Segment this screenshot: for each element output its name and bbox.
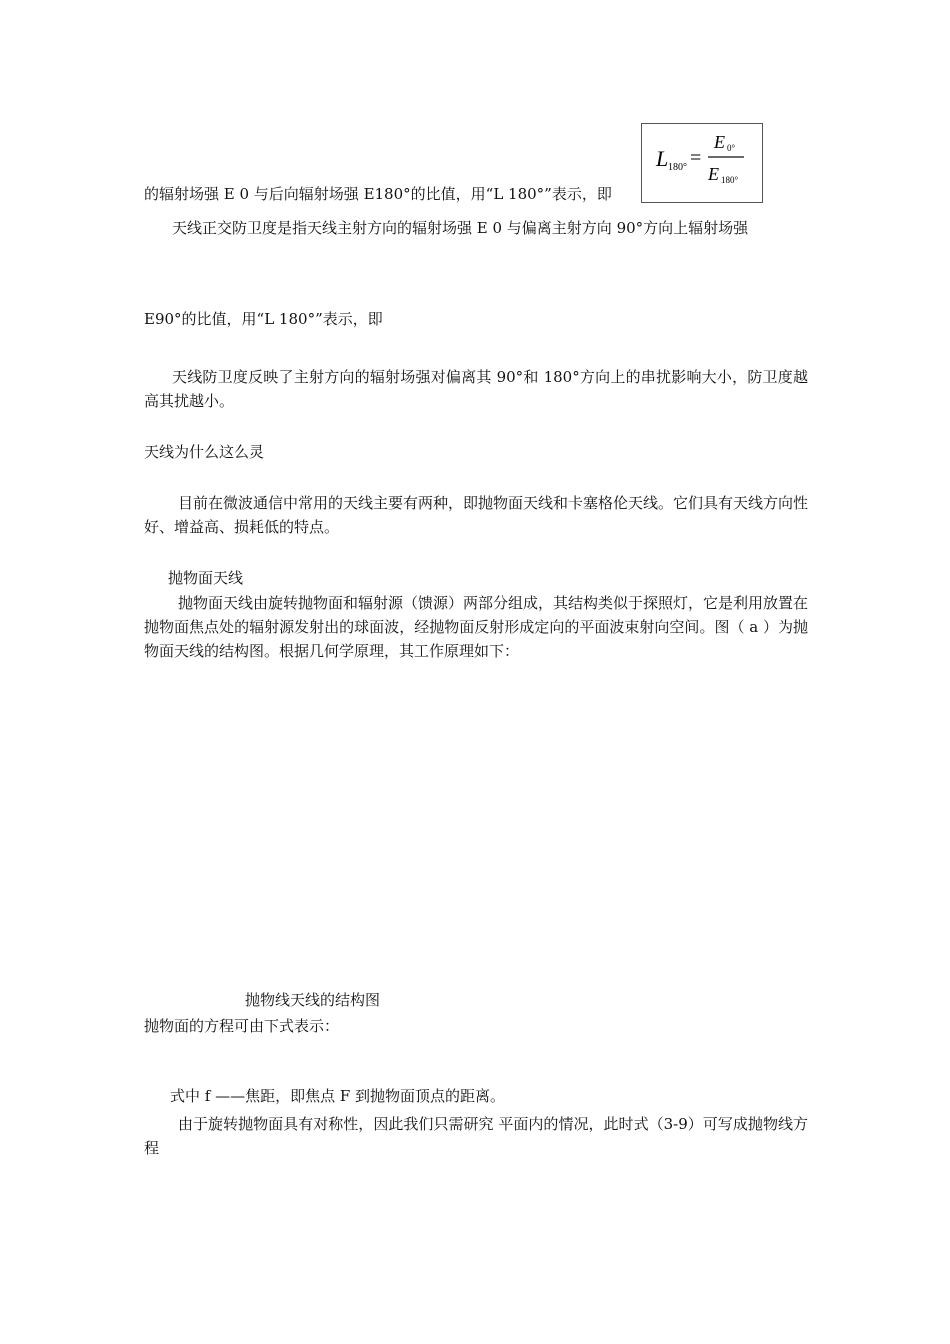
paragraph-microwave-antennas: 目前在微波通信中常用的天线主要有两种，即抛物面天线和卡塞格伦天线。它们具有天线方向性好、增益高、损耗低的特点。: [144, 494, 809, 536]
text-line-backward-ratio: 的辐射场强 E 0 与后向辐射场强 E180°的比值，用“L 180°”表示，即: [144, 185, 612, 203]
section-heading-antenna: 天线为什么这么灵: [144, 443, 265, 461]
formula-l180-box: [641, 123, 763, 203]
paragraph-parabolic-description: 抛物面天线由旋转抛物面和辐射源（馈源）两部分组成，其结构类似于探照灯，它是利用放置在抛物面焦点处的辐射源发射出的球面波，经抛物面反射形成定向的平面波束射向空间。图（ a ）为抛物面天线的结构图。根据几何学原理，其工作原理如下：: [144, 594, 809, 660]
formula-equals: =: [690, 147, 702, 169]
text-line-focal-length: 式中 f ——焦距，即焦点 F 到抛物面顶点的距离。: [170, 1087, 506, 1105]
paragraph-symmetry: 由于旋转抛物面具有对称性，因此我们只需研究 平面内的情况，此时式（3-9）可写成抛物线方程: [144, 1115, 808, 1157]
formula-denominator-sub: 180°: [721, 175, 739, 185]
figure-caption: 抛物线天线的结构图: [245, 991, 381, 1009]
formula-denominator: E: [708, 164, 719, 184]
section-heading-parabolic: 抛物面天线: [168, 569, 244, 587]
text-line-e90-ratio: E90°的比值，用“L 180°”表示，即: [144, 310, 383, 328]
paragraph-protection-degree: 天线防卫度反映了主射方向的辐射场强对偏离其 90°和 180°方向上的串扰影响大小，防卫度越高其扰越小。: [144, 368, 808, 410]
formula-lhs: L: [656, 146, 669, 171]
text-line-paraboloid-equation: 抛物面的方程可由下式表示：: [144, 1017, 340, 1035]
formula-l180-graphic: [642, 124, 762, 202]
formula-lhs-sub: 180°: [668, 162, 687, 173]
formula-numerator-sub: 0°: [727, 143, 736, 153]
formula-numerator: E: [714, 132, 725, 152]
text-line-orthogonal-definition: 天线正交防卫度是指天线主射方向的辐射场强 E 0 与偏离主射方向 90°方向上辐射场强: [172, 219, 749, 237]
